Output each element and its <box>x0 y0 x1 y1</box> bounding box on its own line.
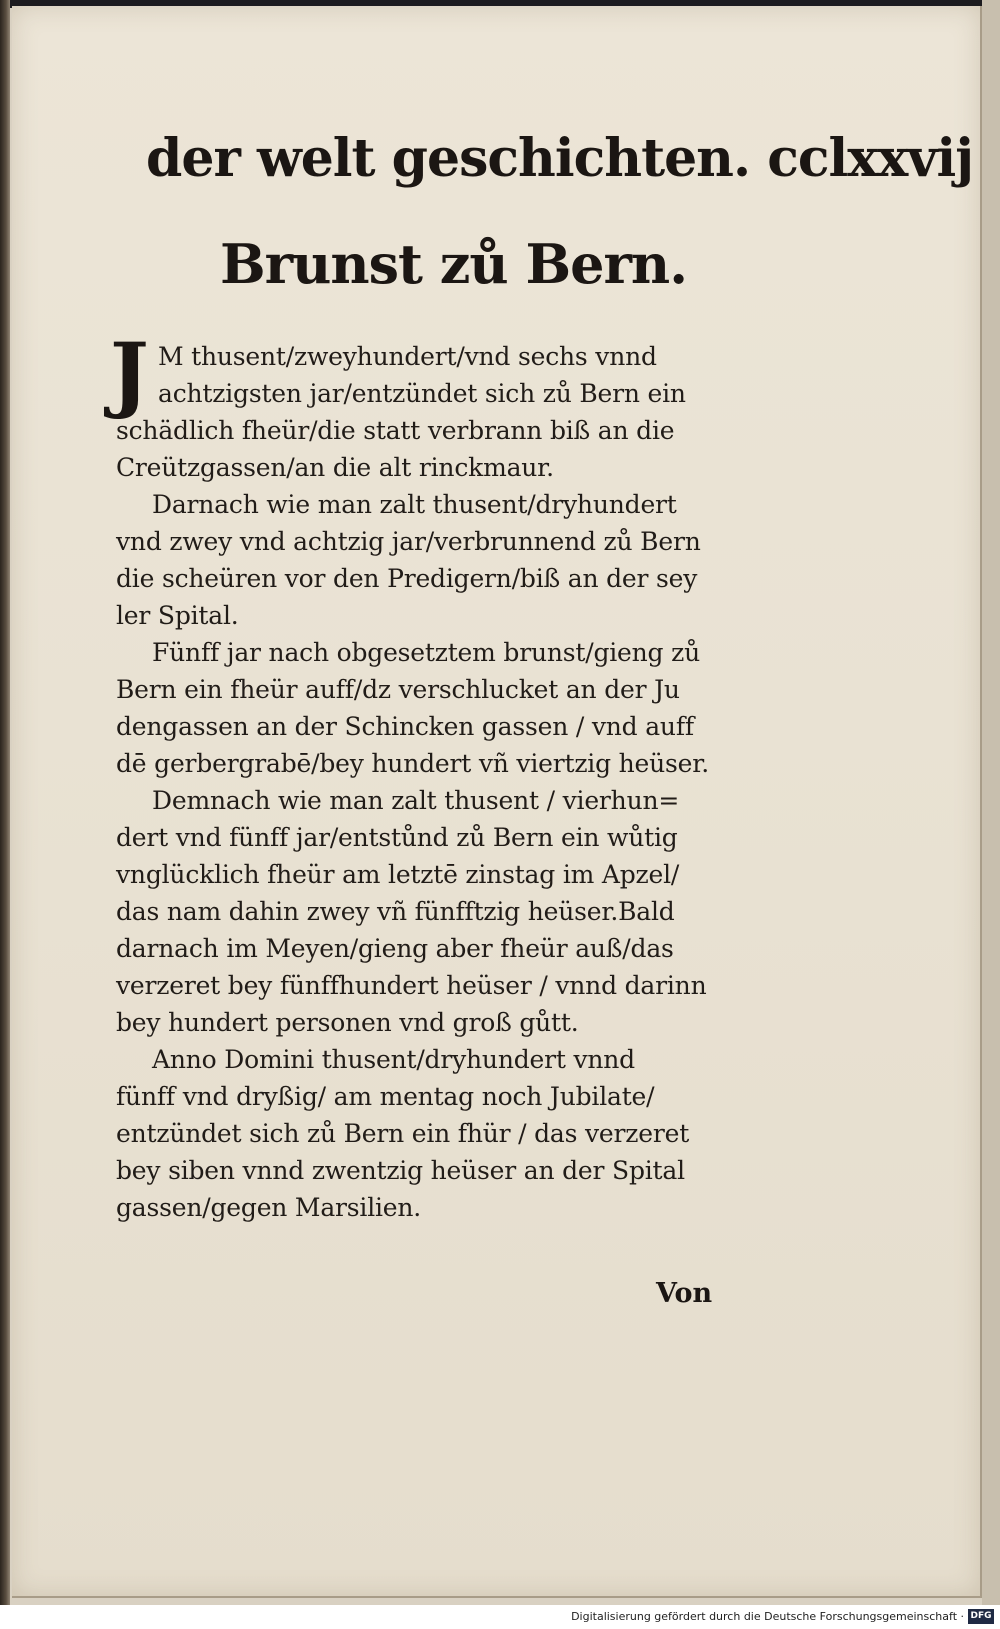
text-line: fünff vnd dryßig/ am mentag noch Jubilate/ <box>116 1082 655 1111</box>
funding-credit: Digitalisierung gefördert durch die Deutsche Forschungsgemeinschaft · <box>571 1610 964 1623</box>
digitization-footer <box>0 1605 1000 1629</box>
text-line: verzeret bey fünffhundert heüser / vnnd darinn <box>116 971 707 1000</box>
text-line: vnglücklich fheür am letztē zinstag im Apzel/ <box>116 860 680 889</box>
text-line: darnach im Meyen/gieng aber fheür auß/das <box>116 934 674 963</box>
book-spine <box>0 0 10 1605</box>
text-line: schädlich fheür/die statt verbrann biß an die <box>116 416 675 445</box>
text-line: Creützgassen/an die alt rinckmaur. <box>116 453 554 482</box>
text-line: bey hundert personen vnd groß gůtt. <box>116 1008 579 1037</box>
text-line: Bern ein fheür auff/dz verschlucket an der Ju <box>116 675 680 704</box>
text-line: vnd zwey vnd achtzig jar/verbrunnend zů Bern <box>116 527 701 556</box>
text-line: Fünff jar nach obgesetztem brunst/gieng zů <box>152 638 700 667</box>
drop-initial: J <box>110 326 149 422</box>
text-line: Anno Domini thusent/dryhundert vnnd <box>152 1045 635 1074</box>
running-header: der welt geschichten. cclxxvij <box>146 128 974 189</box>
body-text <box>116 338 756 1226</box>
text-line: M thusent/zweyhundert/vnd sechs vnnd <box>158 342 657 371</box>
text-line: ler Spital. <box>116 601 239 630</box>
text-line: gassen/gegen Marsilien. <box>116 1193 422 1222</box>
catchword: Von <box>656 1278 713 1309</box>
scan-right-edge <box>982 0 1000 1605</box>
text-line: bey siben vnnd zwentzig heüser an der Spital <box>116 1156 685 1185</box>
text-line: entzündet sich zů Bern ein fhür / das verzeret <box>116 1119 690 1148</box>
text-line: dengassen an der Schincken gassen / vnd auff <box>116 712 694 741</box>
text-line: Demnach wie man zalt thusent / vierhun= <box>152 786 680 815</box>
text-line: Darnach wie man zalt thusent/dryhundert <box>152 490 677 519</box>
section-heading: Brunst zů Bern. <box>220 232 687 296</box>
text-line: das nam dahin zwey vñ fünfftzig heüser.Bald <box>116 897 675 926</box>
text-line: dert vnd fünff jar/entstůnd zů Bern ein wůtig <box>116 823 678 852</box>
text-line: dē gerbergrabē/bey hundert vñ viertzig heüser. <box>116 749 710 778</box>
text-line: die scheüren vor den Predigern/biß an der sey <box>116 564 698 593</box>
text-line: achtzigsten jar/entzündet sich zů Bern ein <box>158 379 686 408</box>
dfg-logo: DFG <box>968 1609 994 1624</box>
